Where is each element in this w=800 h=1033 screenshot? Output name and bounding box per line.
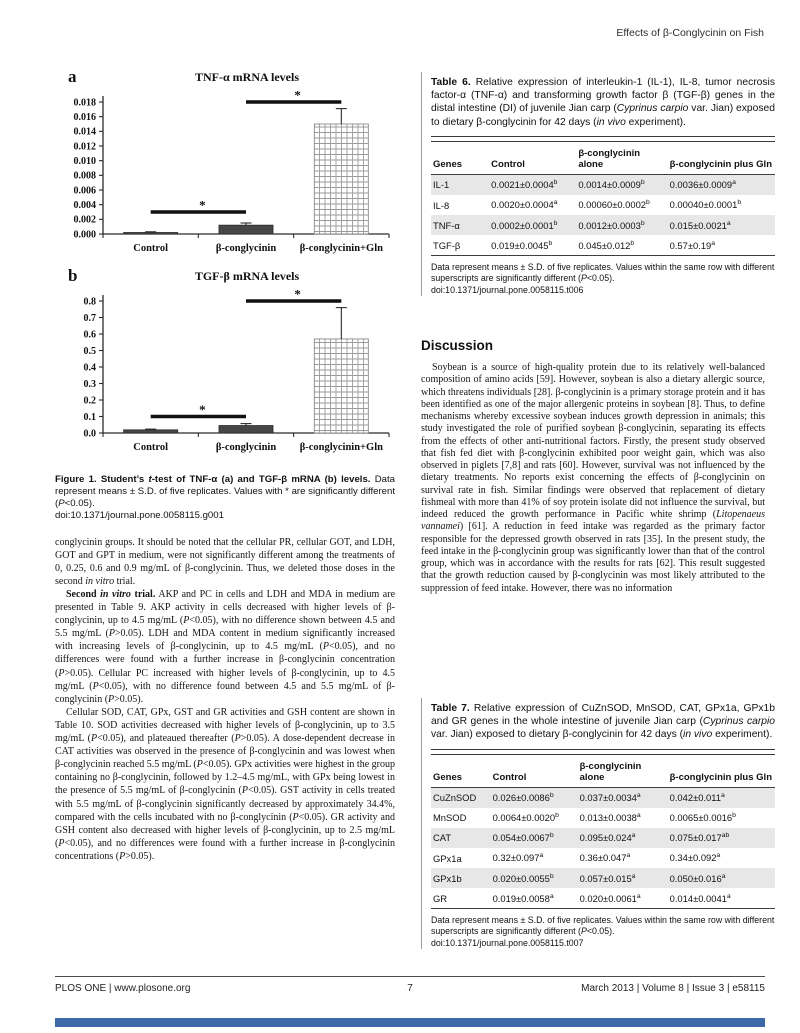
paragraph: Second in vitro trial. AKP and PC in cells and LDH and MDA in medium are presented in Table 9. AKP activity in cells decreased with higher levels of β-conglycinin, up to 4.5 mg/mL (P<0.05), with no difference shown between 4.5 and 5.5 mg/mL (P>0.05). LDH and MDA content in medium significantly increased with increasing levels of β-conglycinin, up to 4.5 mg/mL (P<0.05), and no differences were found with a further increase in β-conglycinin concentration (P>0.05). Cellular PC increased with higher levels of β-conglycinin, up to 4.5 mg/mL (P<0.05), with no difference found between 4.5 and 5.5 mg/mL of β-conglycinin (P>0.05).: [55, 589, 396, 705]
column-header: Control: [489, 144, 576, 175]
value-cell: 0.019±0.0058$^a$: [491, 888, 578, 909]
panel-b-label: b: [68, 266, 78, 285]
value-cell: 0.019±0.0045$^b$: [489, 235, 576, 256]
table7-doi: doi:10.1371/journal.pone.0058115.t007: [431, 938, 584, 949]
left-column: [55, 67, 396, 863]
value-cell: 0.095±0.024$^a$: [579, 832, 636, 844]
value-cell: 0.00060±0.0002$^b$: [578, 199, 650, 211]
svg-text:0.000: 0.000: [73, 229, 96, 241]
running-head: Effects of β-Conglycinin on Fish: [616, 27, 764, 39]
svg-text:0.2: 0.2: [83, 395, 96, 407]
value-cell: 0.014±0.0041$^a$: [668, 888, 775, 909]
svg-text:0.010: 0.010: [73, 156, 96, 168]
value-cell: 0.037±0.0034$^a$: [579, 792, 641, 804]
paragraph: Cellular SOD, CAT, GPx, GST and GR activities and GSH content are shown in Table 10. SOD activities decreased with higher levels of β-conglycinin, up to 3.5 mg/mL (P<0.05), and plateaued thereafter (P>0.05). A dose-dependent decrease in CAT activities was observed in the presence of β-conglycinin and was lowest when β-conglycinin reached 5.5 mg/mL (P<0.05). GPx activities were highest in the group containing no β-conglycinin, followed by 1.2–4.5 mg/mL, with GPx being lowest in the presence of 5.5 mg/mL of β-conglycinin (P<0.05). GST activity in cells treated with 5.5 mg/mL of β-conglycinin significantly decreased by approximately 34.4%, compared with the cells incubated with no β-conglycinin (P<0.05). GR activity and GSH content also decreased with higher levels of β-conglycinin, up to 2.5 mg/mL (P<0.05), and no differences were found with a further increase in β-conglycinin concentrations (P>0.05).: [55, 706, 395, 862]
value-cell: 0.00040±0.0001$^b$: [669, 199, 742, 211]
footer-accent-bar: [55, 1018, 765, 1027]
table6-doi: doi:10.1371/journal.pone.0058115.t006: [431, 285, 584, 296]
svg-text:*: *: [199, 402, 206, 417]
gene-cell: CAT: [433, 832, 452, 844]
svg-text:0.004: 0.004: [73, 200, 96, 212]
value-cell: 0.020±0.0055$^b$: [492, 872, 554, 884]
svg-text:*: *: [199, 197, 206, 213]
svg-text:β-conglycinin+Gln: β-conglycinin+Gln: [299, 243, 383, 254]
footer-page-number: 7: [407, 983, 413, 994]
table-row: [431, 888, 775, 909]
table7-rule-top2: [431, 754, 775, 755]
table7-footnote: Data represent means ± S.D. of five replicates. Values within the same row with different superscripts are significantly different (P<0.05).: [431, 915, 775, 937]
table7: [431, 757, 775, 910]
chart-a-title: TNF-α mRNA levels: [194, 70, 299, 84]
value-cell: 0.015±0.0021$^a$: [669, 219, 731, 231]
svg-text:*: *: [294, 88, 301, 103]
value-cell: 0.013±0.0038$^a$: [579, 812, 641, 824]
value-cell: 0.026±0.0086$^b$: [492, 792, 554, 804]
value-cell: 0.050±0.016$^a$: [669, 872, 726, 884]
svg-text:0.4: 0.4: [83, 362, 96, 374]
column-header: β-conglycinin plus Gln: [668, 757, 775, 788]
footer-issue-info: March 2013 | Volume 8 | Issue 3 | e58115: [581, 983, 765, 994]
value-cell: 0.0036±0.0009$^a$: [669, 179, 736, 191]
svg-text:β-conglycinin: β-conglycinin: [215, 243, 277, 254]
figure1-caption: Figure 1. Student’s t-test of TNF-α (a) and TGF-β mRNA (b) levels. Data represent means ± S.D. of five replicates. Values with * are significantly different (P<0.05).: [55, 474, 396, 509]
table-row: [431, 174, 775, 195]
svg-text:0.008: 0.008: [73, 170, 96, 182]
table-row: [431, 195, 775, 215]
value-cell: 0.057±0.015$^a$: [579, 872, 636, 884]
value-cell: 0.042±0.011$^a$: [669, 792, 725, 804]
svg-text:0.7: 0.7: [83, 312, 96, 324]
svg-text:0.6: 0.6: [83, 329, 96, 341]
footer-rule: [55, 976, 765, 977]
gene-cell: GPx1b: [433, 872, 462, 884]
gene-cell: CuZnSOD: [433, 792, 477, 804]
discussion-heading: Discussion: [421, 338, 494, 353]
table6-rule-top: [431, 136, 775, 137]
svg-text:Control: Control: [133, 442, 169, 453]
table6-footnote: Data represent means ± S.D. of five replicates. Values within the same row with different superscripts are significantly different (P<0.05).: [431, 262, 775, 284]
table6-rule-top2: [431, 141, 775, 142]
column-header: Control: [491, 757, 578, 788]
table-row: [431, 808, 775, 828]
column-header: β-conglycinin plus Gln: [668, 144, 775, 175]
table-row: [431, 215, 775, 235]
gene-cell: TGF-β: [431, 235, 489, 256]
svg-text:*: *: [294, 287, 301, 302]
svg-text:β-conglycinin+Gln: β-conglycinin+Gln: [299, 442, 383, 453]
value-cell: 0.32±0.097$^a$: [492, 852, 544, 864]
table6-block: [421, 72, 775, 296]
svg-text:0.012: 0.012: [73, 141, 96, 153]
value-cell: 0.0012±0.0003$^b$: [578, 219, 645, 231]
results-text: [55, 536, 395, 863]
value-cell: 0.0014±0.0009$^b$: [578, 179, 645, 191]
gene-cell: TNF-α: [433, 219, 460, 231]
table-row: [431, 787, 775, 808]
svg-text:0.006: 0.006: [73, 185, 96, 197]
value-cell: 0.36±0.047$^a$: [579, 852, 631, 864]
svg-text:0.1: 0.1: [83, 411, 96, 423]
footer-journal: PLOS ONE | www.plosone.org: [55, 983, 191, 994]
gene-cell: MnSOD: [433, 812, 467, 824]
svg-text:0.002: 0.002: [73, 214, 96, 226]
column-header: β-conglycinin alone: [576, 144, 667, 175]
value-cell: 0.0021±0.0004$^b$: [491, 179, 558, 191]
value-cell: 0.020±0.0061$^a$: [578, 888, 668, 909]
value-cell: 0.57±0.19$^a$: [668, 235, 775, 256]
paragraph: conglycinin groups. It should be noted that the cellular PR, cellular GOT, and LDH, GOT and GPT in medium, were not significantly different among the treatments of 0, 0.25, 0.6 and 0.9 mg/mL of β-conglycinin. Thus, we deleted those doses in the second in vitro trial.: [55, 536, 395, 587]
svg-text:0.8: 0.8: [83, 296, 96, 308]
table-row: [431, 828, 775, 848]
gene-cell: IL-8: [433, 199, 450, 211]
table6-caption: Table 6. Relative expression of interleukin-1 (IL-1), IL-8, tumor necrosis factor-α (TNF-α) and transforming growth factor β (TGF-β) genes in the distal intestine (DI) of juvenile Jian carp (Cyprinus carpio var. Jian) exposed to dietary β-conglycinin for 42 days (in vivo experiment).: [431, 77, 775, 128]
table7-block: [421, 698, 775, 949]
tnf-alpha-bar-chart: [55, 88, 395, 262]
tgf-beta-bar-chart: [55, 287, 395, 461]
svg-text:β-conglycinin: β-conglycinin: [215, 442, 277, 453]
gene-cell: GR: [431, 888, 491, 909]
value-cell: 0.0065±0.0016$^b$: [669, 812, 736, 824]
svg-text:Control: Control: [133, 243, 169, 254]
value-cell: 0.045±0.012$^b$: [576, 235, 667, 256]
value-cell: 0.0002±0.0001$^b$: [491, 219, 558, 231]
table-row: [431, 848, 775, 868]
value-cell: 0.0020±0.0004$^a$: [491, 199, 558, 211]
column-header: Genes: [431, 757, 491, 788]
table-row: [431, 868, 775, 888]
svg-text:0.014: 0.014: [73, 126, 96, 138]
gene-cell: GPx1a: [433, 852, 462, 864]
value-cell: 0.0064±0.0020$^b$: [492, 812, 559, 824]
table7-rule-top: [431, 749, 775, 750]
value-cell: 0.34±0.092$^a$: [669, 852, 721, 864]
gene-cell: IL-1: [433, 179, 450, 191]
chart-a-header: [55, 67, 395, 88]
table7-caption: Table 7. Relative expression of CuZnSOD, MnSOD, CAT, GPx1a, GPx1b and GR genes in the whole intestine of juvenile Jian carp (Cyprinus carpio var. Jian) exposed to dietary β-conglycinin for 42 days (in vivo experiment).: [431, 703, 776, 741]
chart-b-header: [55, 266, 395, 287]
table6: [431, 144, 775, 257]
svg-text:0.5: 0.5: [83, 345, 96, 357]
chart-b-title: TGF-β mRNA levels: [194, 269, 300, 283]
value-cell: 0.054±0.0067$^b$: [492, 832, 554, 844]
svg-text:0.0: 0.0: [83, 428, 96, 440]
column-header: β-conglycinin alone: [578, 757, 668, 788]
discussion-paragraph: Soybean is a source of high-quality protein due to its relatively well-balanced composition of amino acids [59]. However, soybean is also a dietary allergic source, which threatens individuals [28]. β-conglycinin is a primary storage protein and it has been identified as one of the major allergenic proteins in soybean [8]. Thus, to define mechanisms whereby excessive soybean induces growth depression in animals; this study investigated the role of purified soybean β-conglycinin, separating its effects from the effects of other anti-nutritional factors. Firstly, the present study observed that fish fed diet with β-conglycinin exhibited poor weight gain, which was also observed in piglets [7,8] and rats [60]. However, survival was not influenced by the dietary treatments. No reports exist concerning the effects of β-conglycinin on survival rate in fish. Similar findings were observed that replacement of dietary fishmeal with more than 41% of soy protein isolate did not influence the survival, but indeed reduced the growth performance in Pacific white shrimp (Litopenaeus vannamei) [61]. A reduction in feed intake was regarded as the primary factor responsible for the depressed growth observed in rats [35]. In the present study, the feed intake in the β-conglycinin group was significantly lower than that of the control group, which was in accordance with the results for rats [62]. This result suggested that the growth reduction caused by β-conglycinin was most likely attributed to the suppression of feed intake. However, there was no information: [421, 362, 765, 594]
table-row: [431, 235, 775, 256]
svg-text:0.016: 0.016: [73, 112, 96, 124]
svg-text:0.018: 0.018: [73, 97, 96, 109]
value-cell: 0.075±0.017$^{ab}$: [669, 832, 730, 844]
column-header: Genes: [431, 144, 489, 175]
figure1-doi: doi:10.1371/journal.pone.0058115.g001: [55, 509, 224, 521]
svg-text:0.3: 0.3: [83, 378, 96, 390]
footer: [55, 983, 765, 994]
panel-a-label: a: [68, 67, 77, 86]
